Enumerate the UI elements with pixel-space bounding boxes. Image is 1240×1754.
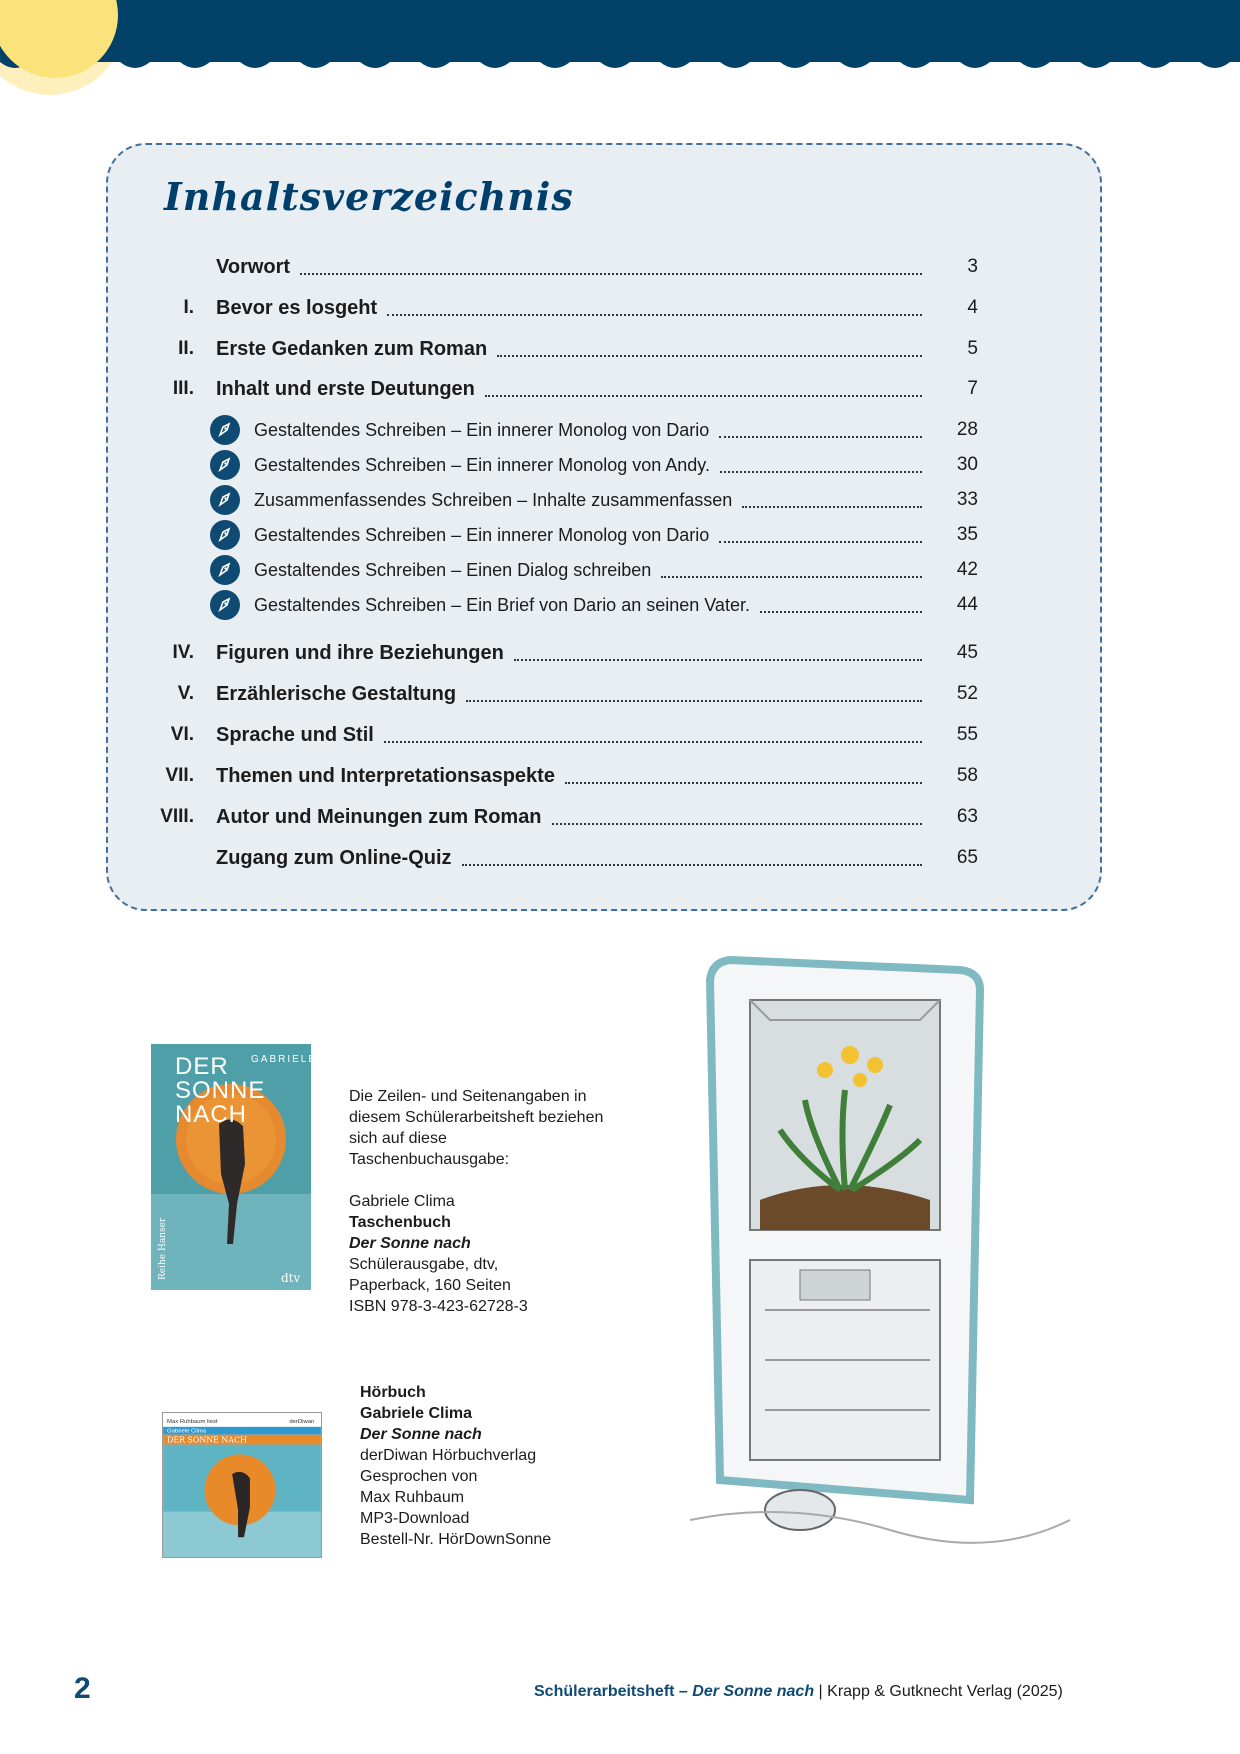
pen-nib-icon bbox=[210, 450, 240, 480]
toc-entry-title: Erste Gedanken zum Roman bbox=[216, 337, 488, 360]
dot-leader bbox=[466, 686, 922, 702]
cover-author: GABRIELE CLIMA bbox=[251, 1054, 363, 1065]
dot-leader bbox=[497, 341, 922, 357]
toc-entry-number: VIII. bbox=[160, 806, 194, 827]
audiobook-title: Der Sonne nach bbox=[360, 1426, 482, 1443]
toc-entry-page: 5 bbox=[967, 338, 978, 359]
toc-sub-entry-page: 44 bbox=[956, 594, 978, 615]
dot-leader bbox=[719, 422, 922, 438]
pen-nib-icon bbox=[210, 415, 240, 445]
toc-entry-page: 4 bbox=[967, 297, 978, 318]
toc-entry-title: Erzählerische Gestaltung bbox=[216, 682, 457, 705]
toc-entry-title: Themen und Interpretationsaspekte bbox=[216, 764, 555, 787]
book-title: Der Sonne nach bbox=[349, 1235, 471, 1252]
toc-entry[interactable] bbox=[150, 331, 990, 367]
dot-leader bbox=[565, 768, 922, 784]
cover-title-2: SONNE bbox=[175, 1077, 266, 1104]
audiobook-spoken-by: Gesprochen von bbox=[360, 1468, 478, 1485]
page-number: 2 bbox=[74, 1672, 91, 1705]
dot-leader bbox=[485, 381, 922, 397]
toc-entry-title: Inhalt und erste Deutungen bbox=[216, 377, 475, 400]
dot-leader bbox=[720, 457, 922, 473]
book-edition: Schülerausgabe, dtv, bbox=[349, 1256, 499, 1273]
toc-entry-title: Bevor es losgeht bbox=[216, 296, 378, 319]
toc-sub-entry-title: Gestaltendes Schreiben – Ein Brief von Dario an seinen Vater. bbox=[254, 594, 750, 615]
footer-series: Schülerarbeitsheft – bbox=[534, 1683, 688, 1700]
toc-entry-page: 52 bbox=[956, 683, 978, 704]
toc-entry-page: 65 bbox=[956, 847, 978, 868]
toc-entry-page: 63 bbox=[956, 806, 978, 827]
dot-leader bbox=[552, 809, 922, 825]
book-type: Taschenbuch bbox=[349, 1214, 451, 1231]
toc-entry-number: V. bbox=[177, 683, 194, 704]
toc-sub-entry[interactable] bbox=[210, 587, 990, 623]
toc-sub-entry-page: 35 bbox=[956, 524, 978, 545]
toc-entry[interactable] bbox=[150, 840, 990, 876]
audiobook-type: Hörbuch bbox=[360, 1384, 426, 1401]
toc-entry[interactable] bbox=[150, 249, 990, 285]
footer-publisher: | Krapp & Gutknecht Verlag (2025) bbox=[818, 1683, 1063, 1700]
toc-entry-title: Figuren und ihre Beziehungen bbox=[216, 641, 504, 664]
toc-entry-number: VII. bbox=[165, 765, 194, 786]
dot-leader bbox=[661, 562, 922, 578]
toc-entry[interactable] bbox=[150, 758, 990, 794]
toc-sub-entry-title: Gestaltendes Schreiben – Ein innerer Monolog von Andy. bbox=[254, 454, 710, 475]
toc-entry-title: Zugang zum Online-Quiz bbox=[216, 846, 452, 869]
toc-sub-entry-page: 33 bbox=[956, 489, 978, 510]
dot-leader bbox=[384, 727, 922, 743]
audiobook-format: MP3-Download bbox=[360, 1510, 470, 1527]
toc-entry[interactable] bbox=[150, 799, 990, 835]
toc-entry-page: 3 bbox=[967, 256, 978, 277]
toc-sub-entry-title: Gestaltendes Schreiben – Einen Dialog schreiben bbox=[254, 559, 652, 580]
footer-book-title: Der Sonne nach bbox=[692, 1683, 815, 1700]
toc-sub-entry-page: 30 bbox=[956, 454, 978, 475]
book-intro: Die Zeilen- und Seitenangaben in diesem Schülerarbeitsheft beziehen sich auf diese Taschenbuchausgabe: bbox=[349, 1088, 604, 1168]
audiobook-cover-speaker: Max Ruhbaum liest bbox=[167, 1418, 218, 1425]
book-cover-image bbox=[151, 1044, 363, 1290]
toc-entry[interactable] bbox=[150, 635, 990, 671]
toc-entry-number: IV. bbox=[172, 642, 194, 663]
audiobook-publisher: derDiwan Hörbuchverlag bbox=[360, 1447, 537, 1464]
toc-entry[interactable] bbox=[150, 676, 990, 712]
cover-title-1: DER bbox=[175, 1053, 229, 1080]
pen-nib-icon bbox=[210, 555, 240, 585]
toc-sub-entry[interactable] bbox=[210, 552, 990, 588]
toc-entry-page: 55 bbox=[956, 724, 978, 745]
toc-entry-number: I. bbox=[183, 297, 194, 318]
toc-sub-entry[interactable] bbox=[210, 447, 990, 483]
toc-sub-entry-page: 28 bbox=[956, 419, 978, 440]
fridge-plant-illustration bbox=[690, 940, 1070, 1540]
toc-entry[interactable] bbox=[150, 290, 990, 326]
audiobook-cover-image bbox=[162, 1412, 322, 1558]
toc-sub-entry-title: Gestaltendes Schreiben – Ein innerer Monolog von Dario bbox=[254, 524, 710, 545]
audiobook-order-number: Bestell-Nr. HörDownSonne bbox=[360, 1531, 552, 1548]
footer-credit bbox=[534, 1683, 1063, 1701]
toc-heading: Inhaltsverzeichnis bbox=[164, 174, 574, 219]
dot-leader bbox=[514, 645, 922, 661]
toc-sub-entry-title: Gestaltendes Schreiben – Ein innerer Monolog von Dario bbox=[254, 419, 710, 440]
toc-entry-page: 7 bbox=[967, 378, 978, 399]
toc-entry-number: II. bbox=[178, 338, 194, 359]
cover-series: Reihe Hanser bbox=[158, 1217, 168, 1280]
toc-entry-title: Sprache und Stil bbox=[216, 723, 374, 746]
audiobook-speaker: Max Ruhbaum bbox=[360, 1489, 465, 1506]
dot-leader bbox=[719, 527, 922, 543]
audiobook-info bbox=[360, 1382, 551, 1550]
dot-leader bbox=[387, 300, 922, 316]
toc-sub-entry[interactable] bbox=[210, 482, 990, 518]
pen-nib-icon bbox=[210, 485, 240, 515]
pen-nib-icon bbox=[210, 520, 240, 550]
audiobook-cover-label: derDiwan bbox=[289, 1418, 315, 1425]
audiobook-cover-title: DER SONNE NACH bbox=[167, 1435, 247, 1445]
book-format: Paperback, 160 Seiten bbox=[349, 1277, 511, 1294]
toc-entry-page: 45 bbox=[956, 642, 978, 663]
dot-leader bbox=[742, 492, 922, 508]
dot-leader bbox=[462, 850, 922, 866]
toc-sub-entry-page: 42 bbox=[956, 559, 978, 580]
toc-entry-page: 58 bbox=[956, 765, 978, 786]
header-wave-banner bbox=[0, 0, 1240, 90]
dot-leader bbox=[300, 259, 922, 275]
toc-entry-title: Vorwort bbox=[216, 255, 291, 278]
toc-entry-number: VI. bbox=[170, 724, 194, 745]
toc-entry[interactable] bbox=[150, 371, 990, 407]
toc-entry-title: Autor und Meinungen zum Roman bbox=[216, 805, 542, 828]
audiobook-cover-author: Gabriele Clima bbox=[167, 1428, 207, 1435]
audiobook-author: Gabriele Clima bbox=[360, 1405, 473, 1422]
book-isbn: ISBN 978-3-423-62728-3 bbox=[349, 1298, 528, 1315]
cover-title-3: NACH bbox=[175, 1101, 248, 1128]
toc-sub-entry-title: Zusammenfassendes Schreiben – Inhalte zusammenfassen bbox=[254, 489, 733, 510]
dot-leader bbox=[760, 597, 922, 613]
book-author: Gabriele Clima bbox=[349, 1193, 455, 1210]
pen-nib-icon bbox=[210, 590, 240, 620]
toc-entry-number: III. bbox=[172, 378, 194, 399]
toc-sub-entry[interactable] bbox=[210, 517, 990, 553]
toc-entry[interactable] bbox=[150, 717, 990, 753]
book-info bbox=[349, 1086, 609, 1317]
cover-publisher: dtv bbox=[281, 1271, 301, 1285]
toc-sub-entry[interactable] bbox=[210, 412, 990, 448]
